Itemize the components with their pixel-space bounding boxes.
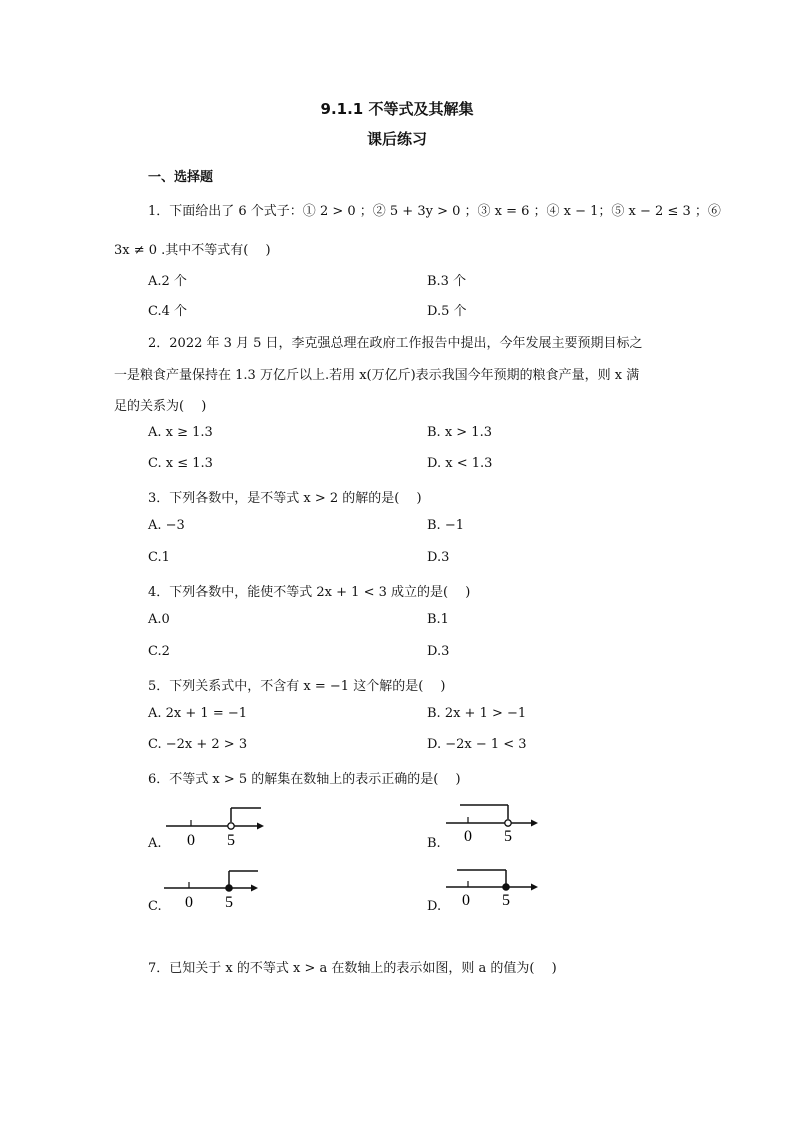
open-circle — [228, 823, 234, 829]
solid-dot — [503, 884, 509, 890]
question-2-option-d: D. x < 1.3 — [427, 456, 493, 471]
question-2-option-c: C. x ≤ 1.3 — [148, 456, 213, 471]
axis-arrow — [531, 820, 538, 827]
question-1-option-d: D.5 个 — [427, 304, 467, 319]
axis-arrow — [257, 823, 264, 830]
question-2-option-b: B. x > 1.3 — [427, 425, 492, 440]
question-5-option-c: C. −2x + 2 > 3 — [148, 737, 248, 752]
question-3-option-c: C.1 — [148, 550, 170, 565]
axis-label-0: 0 — [187, 832, 195, 849]
question-2-option-a: A. x ≥ 1.3 — [148, 425, 213, 440]
question-3-option-b: B. −1 — [427, 518, 464, 533]
question-2-line-2: 一是粮食产量保持在 1.3 万亿斤以上.若用 x(万亿斤)表示我国今年预期的粮食产量，则 x 满 — [114, 368, 640, 383]
question-6-option-a-label: A. — [148, 836, 162, 851]
question-4-option-b: B.1 — [427, 612, 449, 627]
number-line-a — [160, 800, 270, 850]
question-5-option-d: D. −2x − 1 < 3 — [427, 737, 527, 752]
section-heading: 一、选择题 — [148, 170, 214, 185]
question-4-option-d: D.3 — [427, 644, 450, 659]
question-5-option-a: A. 2x + 1 = −1 — [148, 706, 248, 721]
question-3-option-d: D.3 — [427, 550, 450, 565]
question-1-option-b: B.3 个 — [427, 274, 467, 289]
axis-label-5: 5 — [227, 832, 235, 849]
solid-dot — [226, 885, 232, 891]
question-2-line-1: 2．2022 年 3 月 5 日，李克强总理在政府工作报告中提出，今年发展主要预期目标之 — [148, 336, 643, 351]
page-subtitle: 课后练习 — [366, 130, 427, 148]
axis-label-5: 5 — [504, 828, 512, 845]
question-3-stem: 3．下列各数中，是不等式 x > 2 的解的是( ) — [148, 491, 422, 506]
question-1-option-a: A.2 个 — [148, 274, 187, 289]
question-2-line-3: 足的关系为( ) — [114, 399, 207, 414]
question-1-line-1: 1．下面给出了 6 个式子：① 2 > 0 ；② 5 + 3y > 0 ；③ x = 6 ；④ x − 1；⑤ x − 2 ≤ 3 ；⑥ — [148, 204, 721, 219]
question-4-stem: 4．下列各数中，能使不等式 2x + 1 < 3 成立的是( ) — [148, 585, 471, 600]
axis-label-0: 0 — [462, 892, 470, 909]
axis-label-5: 5 — [502, 892, 510, 909]
number-line-b — [440, 798, 550, 848]
question-3-option-a: A. −3 — [148, 518, 185, 533]
question-4-option-c: C.2 — [148, 644, 170, 659]
question-6-option-c-label: C. — [148, 899, 162, 914]
axis-label-0: 0 — [464, 828, 472, 845]
axis-arrow — [531, 884, 538, 891]
question-1-line-2: 3x ≠ 0 .其中不等式有( ) — [114, 243, 271, 258]
page-title: 9.1.1 不等式及其解集 — [320, 100, 474, 118]
question-5-stem: 5．下列关系式中，不含有 x = −1 这个解的是( ) — [148, 679, 446, 694]
question-6-option-b-label: B. — [427, 836, 441, 851]
question-5-option-b: B. 2x + 1 > −1 — [427, 706, 527, 721]
axis-arrow — [251, 885, 258, 892]
question-1-option-c: C.4 个 — [148, 304, 188, 319]
question-6-stem: 6．不等式 x > 5 的解集在数轴上的表示正确的是( ) — [148, 772, 461, 787]
axis-label-5: 5 — [225, 894, 233, 911]
axis-label-0: 0 — [185, 894, 193, 911]
number-line-c — [160, 862, 270, 912]
number-line-d — [440, 862, 550, 912]
question-6-option-d-label: D. — [427, 899, 442, 914]
question-7-stem: 7．已知关于 x 的不等式 x > a 在数轴上的表示如图，则 a 的值为( ) — [148, 961, 557, 976]
question-4-option-a: A.0 — [148, 612, 170, 627]
open-circle — [505, 820, 511, 826]
